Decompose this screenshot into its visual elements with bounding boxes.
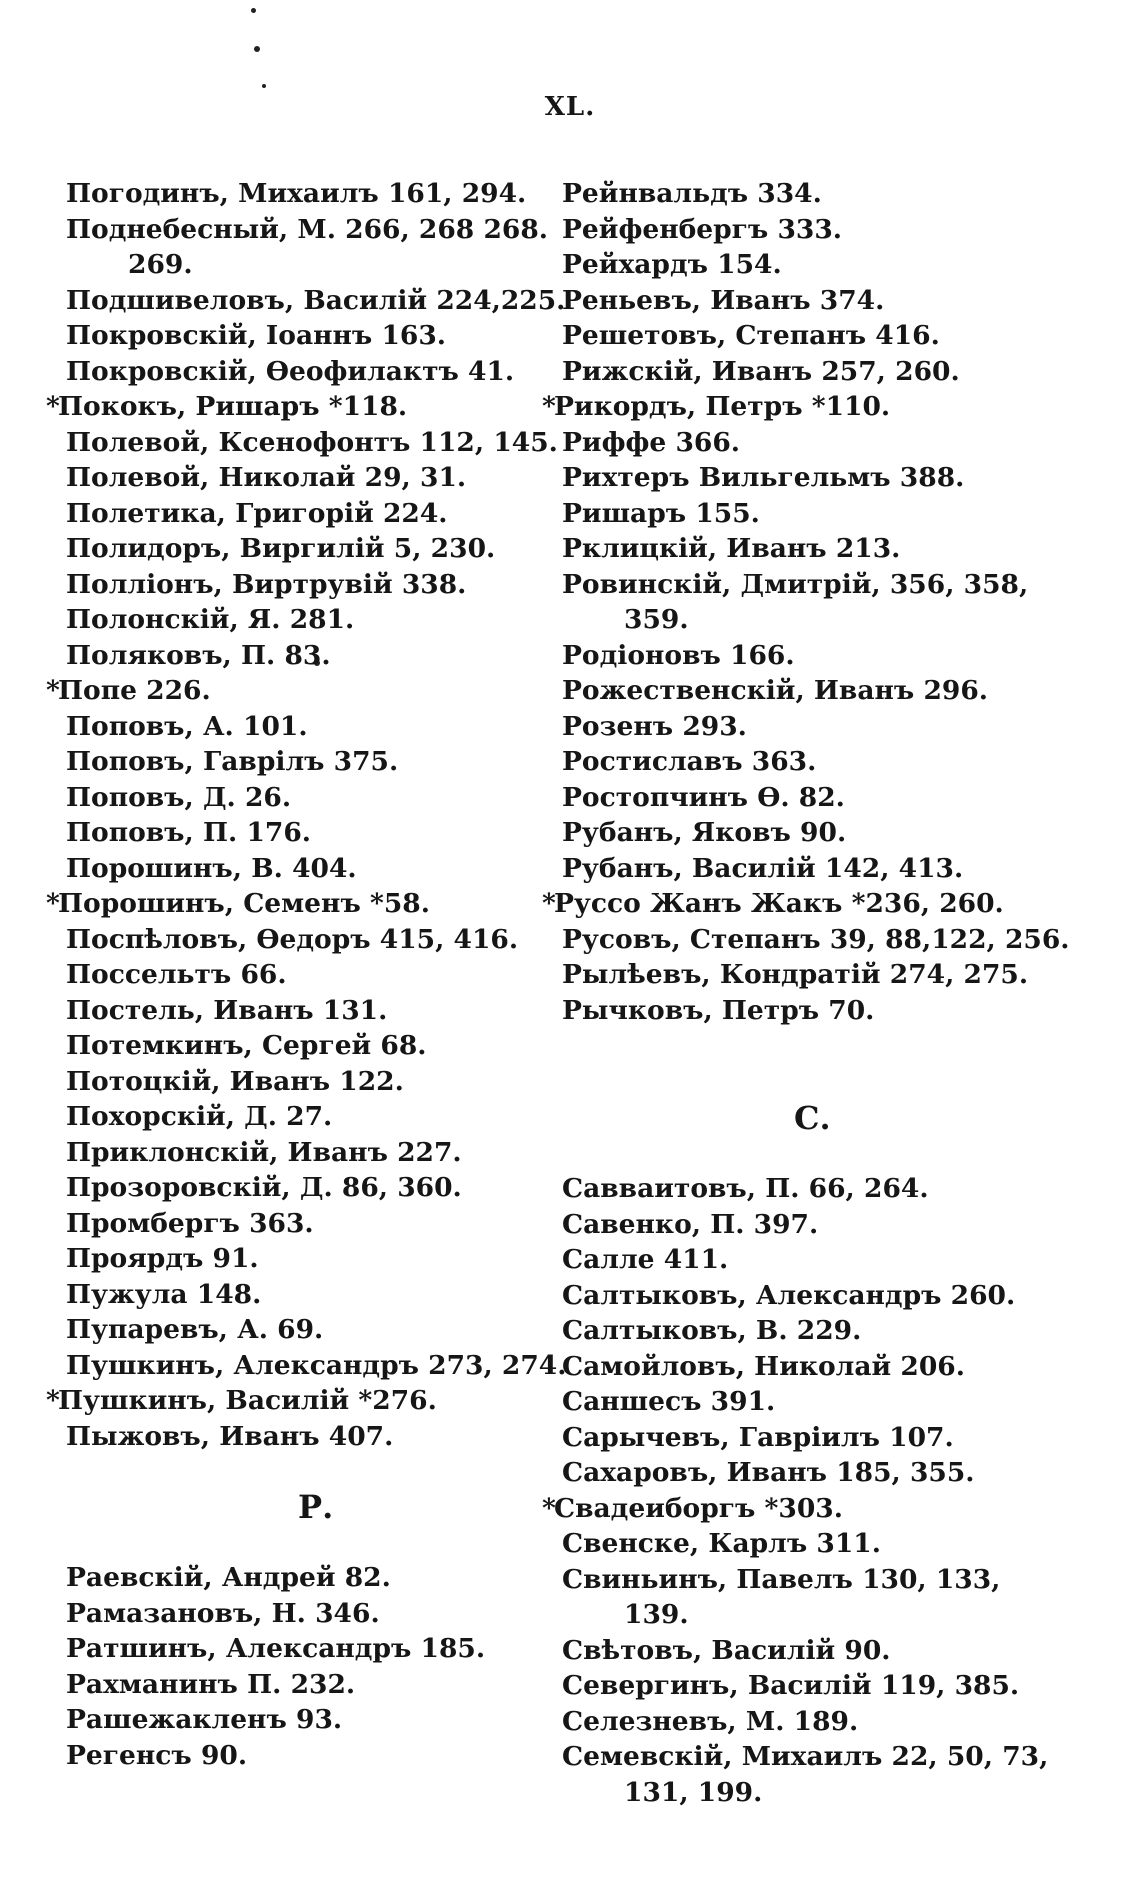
entry-text: Свенске, Карлъ 311. (562, 1528, 881, 1559)
entry-text: Полліонъ, Виртрувій 338. (66, 568, 467, 600)
entry-text: Сарычевъ, Гаврiилъ 107. (562, 1421, 954, 1453)
index-entry (554, 993, 1074, 1029)
index-entry (58, 1312, 578, 1348)
index-entry (554, 1633, 1074, 1669)
entry-text: Поповъ, Д. 26. (66, 781, 292, 813)
entry-text: Рубанъ, Василій 142, 413. (562, 852, 964, 884)
entry-text: Регенсъ 90. (66, 1739, 248, 1771)
entry-text: Савваитовъ, П. 66, 264. (562, 1173, 929, 1204)
entry-text: Ростопчинъ Ө. 82. (562, 781, 845, 813)
entry-text: Савенко, П. 397. (562, 1208, 819, 1240)
entry-text: Поляковъ, П. 83. (66, 639, 331, 671)
entry-text: Салтыковъ, Александръ 260. (562, 1279, 1016, 1311)
entries-s (542, 1171, 1074, 1810)
entry-text: Рамазановъ, Н. 346. (66, 1597, 380, 1629)
index-entry (58, 957, 578, 993)
index-entry (554, 638, 1074, 674)
index-entry (554, 851, 1074, 887)
index-entry (58, 851, 578, 887)
index-entry (58, 602, 578, 638)
speck-dot (262, 84, 266, 88)
asterisk-mark: * (46, 391, 60, 422)
asterisk-mark: * (542, 888, 556, 919)
index-entry (58, 1631, 578, 1667)
entry-text: Рклицкій, Иванъ 213. (562, 533, 901, 564)
index-entry (554, 1242, 1074, 1278)
entry-text: Севергинъ, Василій 119, 385. (562, 1670, 1020, 1701)
index-entry (58, 1738, 578, 1774)
entry-text: Ровинскій, Дмитрій, 356, 358, (562, 568, 1029, 600)
index-entry (58, 1135, 578, 1171)
entries-r-start (58, 1560, 578, 1773)
entry-text: Потоцкій, Иванъ 122. (66, 1065, 404, 1097)
index-entry (58, 1241, 578, 1277)
index-entry (554, 567, 1074, 603)
index-entry (554, 212, 1074, 248)
entry-text: Саншесъ 391. (562, 1386, 776, 1417)
entry-text: Порошинъ, В. 404. (66, 852, 357, 884)
entry-text: Проярдъ 91. (66, 1243, 259, 1274)
index-entry (554, 496, 1074, 532)
index-entry (554, 1349, 1074, 1385)
index-entry (554, 1171, 1074, 1207)
asterisk-mark: * (542, 391, 556, 422)
index-entry (58, 567, 578, 603)
index-entry (554, 283, 1074, 319)
entry-text: Поповъ, А. 101. (66, 710, 308, 742)
entry-text: Риффе 366. (562, 426, 741, 458)
entry-text: Рейхардъ 154. (562, 249, 782, 280)
index-entry (58, 744, 578, 780)
entry-text: Рахманинъ П. 232. (66, 1668, 356, 1700)
index-entry (58, 1702, 578, 1738)
index-entry-continuation (58, 247, 578, 283)
index-entry (554, 531, 1074, 567)
entry-text: Салле 411. (562, 1244, 729, 1275)
index-entry (554, 1562, 1074, 1598)
index-entry (58, 460, 578, 496)
index-entry (58, 1099, 578, 1135)
asterisk-mark: * (542, 1492, 556, 1524)
index-entry (554, 815, 1074, 851)
index-entry-continuation (554, 602, 1074, 638)
entry-text: Селезневъ, М. 189. (562, 1705, 859, 1737)
index-entry (46, 886, 578, 922)
index-entry (58, 531, 578, 567)
entries-p-continued (46, 176, 578, 1454)
entries-r-continued (542, 176, 1074, 1028)
speck-dot (251, 8, 256, 13)
index-entry-continuation (554, 1775, 1074, 1811)
index-entry (58, 780, 578, 816)
entry-text: Русовъ, Степанъ 39, 88,122, 256. (562, 923, 1070, 955)
entry-text: Рашежакленъ 93. (66, 1704, 343, 1735)
index-entry (554, 673, 1074, 709)
index-entry (554, 460, 1074, 496)
index-entry (554, 1420, 1074, 1456)
index-entry (554, 1739, 1074, 1775)
index-entry (58, 1064, 578, 1100)
index-entry (58, 212, 578, 248)
asterisk-mark: * (46, 1385, 60, 1416)
entry-text: Поповъ, П. 176. (66, 817, 311, 848)
index-entry (58, 1596, 578, 1632)
index-entry (554, 744, 1074, 780)
index-entry (554, 176, 1074, 212)
entry-text: Решетовъ, Степанъ 416. (562, 320, 940, 351)
entry-text: Пушкинъ, Василій *276. (58, 1385, 437, 1416)
index-entry (554, 709, 1074, 745)
index-entry (542, 1491, 1074, 1527)
entry-text: Рылѣевъ, Кондратій 274, 275. (562, 959, 1029, 990)
entry-text: Ратшинъ, Александръ 185. (66, 1633, 486, 1664)
entry-text: Пушкинъ, Александръ 273, 274. (66, 1349, 567, 1381)
entry-text: Пококъ, Ришаръ *118. (58, 391, 408, 422)
entry-text: Родіоновъ 166. (562, 639, 795, 671)
entry-text: 139. (624, 1599, 689, 1630)
entry-text: 131, 199. (624, 1776, 763, 1808)
entry-text: Семевскій, Михаилъ 22, 50, 73, (562, 1741, 1049, 1772)
entry-text: Рихтеръ Вильгельмъ 388. (562, 462, 965, 493)
entry-text: Ростиславъ 363. (562, 746, 817, 777)
index-entry (58, 1667, 578, 1703)
entry-text: Порошинъ, Семенъ *58. (58, 888, 430, 919)
index-entry (554, 780, 1074, 816)
entry-text: Сахаровъ, Иванъ 185, 355. (562, 1457, 975, 1488)
index-entry (554, 957, 1074, 993)
entry-text: Руссо Жанъ Жакъ *236, 260. (554, 888, 1004, 919)
entry-text: Покровскій, Өеофилактъ 41. (66, 355, 515, 387)
section-gap (554, 1028, 1074, 1065)
index-entry (58, 1206, 578, 1242)
index-entry (58, 709, 578, 745)
entry-text: Поповъ, Гаврілъ 375. (66, 746, 399, 777)
entry-text: Реньевъ, Иванъ 374. (562, 284, 885, 316)
index-entry (58, 993, 578, 1029)
entry-text: Прозоровскій, Д. 86, 360. (66, 1172, 462, 1203)
entry-text: Рикордъ, Петръ *110. (554, 391, 891, 422)
entry-text: Рубанъ, Яковъ 90. (562, 817, 847, 848)
entry-text: Пыжовъ, Иванъ 407. (66, 1420, 394, 1452)
entry-text: Подшивеловъ, Василій 224,225. (66, 284, 566, 316)
entry-text: Рижскій, Иванъ 257, 260. (562, 355, 960, 387)
entry-text: Постель, Иванъ 131. (66, 994, 388, 1026)
entry-text: Свиньинъ, Павелъ 130, 133, (562, 1563, 1001, 1595)
index-entry (554, 1668, 1074, 1704)
index-entry-continuation (554, 1597, 1074, 1633)
entry-text: 269. (128, 249, 193, 280)
entry-text: Промбергъ 363. (66, 1207, 314, 1239)
entry-text: Пужула 148. (66, 1278, 262, 1310)
index-entry (58, 354, 578, 390)
index-entry (542, 389, 1074, 425)
entry-text: Поднебесный, М. 266, 268 268. (66, 213, 548, 245)
index-entry (554, 247, 1074, 283)
index-entry (58, 1170, 578, 1206)
entry-text: Потемкинъ, Сергей 68. (66, 1030, 427, 1061)
index-entry (58, 638, 578, 674)
entry-text: Полидоръ, Виргилій 5, 230. (66, 533, 496, 564)
entry-text: Пупаревъ, А. 69. (66, 1314, 324, 1345)
index-entry (46, 1383, 578, 1419)
entry-text: Свадеиборгъ *303. (554, 1492, 843, 1524)
entry-text: Попе 226. (58, 675, 211, 706)
entry-text: Ришаръ 155. (562, 497, 760, 529)
entry-text: Раевскій, Андрей 82. (66, 1562, 391, 1593)
index-entry (58, 1348, 578, 1384)
index-entry (554, 1455, 1074, 1491)
entry-text: Самойловъ, Николай 206. (562, 1350, 965, 1382)
index-entry (554, 922, 1074, 958)
index-entry (554, 1704, 1074, 1740)
index-entry (554, 1278, 1074, 1314)
entry-text: Погодинъ, Михаилъ 161, 294. (66, 178, 527, 209)
entry-text: 359. (624, 604, 689, 635)
section-heading-s: С. (794, 1099, 831, 1137)
index-entry (58, 1277, 578, 1313)
entry-text: Рожественскій, Иванъ 296. (562, 675, 989, 706)
entry-text: Полонскій, Я. 281. (66, 604, 355, 635)
speck-dot (254, 46, 260, 52)
entry-text: Рейнвальдъ 334. (562, 178, 822, 209)
entry-text: Поспѣловъ, Өедоръ 415, 416. (66, 923, 519, 955)
index-entry (554, 1384, 1074, 1420)
index-entry (554, 1526, 1074, 1562)
index-entry (554, 425, 1074, 461)
entry-text: Полетика, Григорій 224. (66, 497, 448, 529)
right-column (542, 176, 1074, 1810)
entry-text: Похорскій, Д. 27. (66, 1101, 333, 1132)
index-entry (58, 815, 578, 851)
entry-text: Рейфенбергъ 333. (562, 213, 842, 245)
entry-text: Поссельтъ 66. (66, 959, 287, 990)
index-entry (554, 318, 1074, 354)
index-entry (58, 496, 578, 532)
section-heading-r: Р. (298, 1488, 334, 1526)
page-number: XL. (544, 92, 596, 122)
index-entry (58, 283, 578, 319)
index-entry (58, 176, 578, 212)
index-entry (554, 1207, 1074, 1243)
entry-text: Покровскій, Іоаннъ 163. (66, 320, 447, 351)
index-entry (58, 1419, 578, 1455)
index-entry (554, 354, 1074, 390)
index-entry (46, 673, 578, 709)
entry-text: Салтыковъ, В. 229. (562, 1315, 862, 1346)
asterisk-mark: * (46, 675, 60, 706)
entry-text: Свѣтовъ, Василій 90. (562, 1634, 891, 1666)
index-entry (554, 1313, 1074, 1349)
index-entry (46, 389, 578, 425)
index-entry (58, 318, 578, 354)
index-entry (542, 886, 1074, 922)
index-entry (58, 425, 578, 461)
entry-text: Полевой, Николай 29, 31. (66, 462, 467, 493)
index-entry (58, 1560, 578, 1596)
left-column (46, 176, 578, 1773)
index-entry (58, 922, 578, 958)
entry-text: Приклонскій, Иванъ 227. (66, 1136, 462, 1168)
entry-text: Полевой, Ксенофонтъ 112, 145. (66, 426, 558, 458)
entry-text: Рычковъ, Петръ 70. (562, 994, 875, 1026)
entry-text: Розенъ 293. (562, 710, 747, 742)
index-entry (58, 1028, 578, 1064)
asterisk-mark: * (46, 888, 60, 919)
